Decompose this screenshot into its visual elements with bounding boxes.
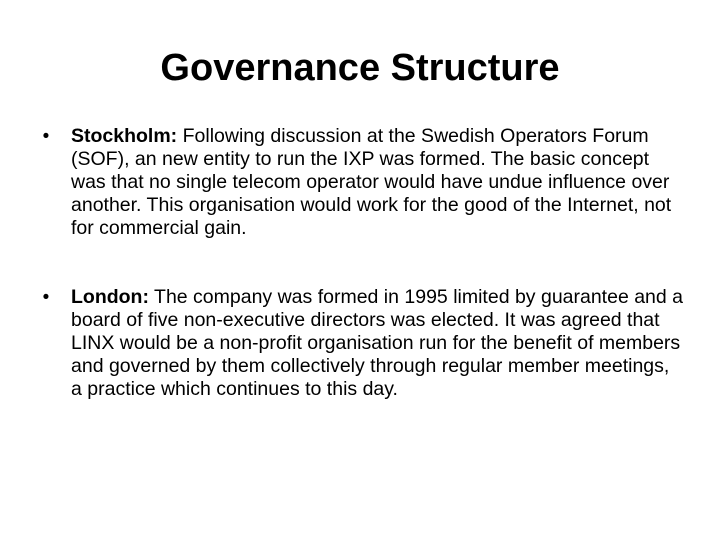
bullet-marker: • xyxy=(42,287,50,308)
bullet-term: Stockholm: xyxy=(71,125,178,147)
bullet-item-stockholm xyxy=(36,125,684,240)
bullet-text: The company was formed in 1995 limited by guarantee and a board of five non-executive directors was elected. It was agreed that LINX would be a non-profit organisation run for the benefit of members and governed by them collectively through regular member meetings, a practice which continues to this day. xyxy=(71,286,684,400)
bullet-term: London: xyxy=(71,286,149,308)
bullet-marker: • xyxy=(42,126,50,147)
bullet-item-london xyxy=(36,286,684,401)
bullet-list xyxy=(36,125,684,401)
slide-title: Governance Structure xyxy=(160,47,560,89)
bullet-text: Following discussion at the Swedish Operators Forum (SOF), an new entity to run the IXP was formed. The basic concept was that no single telecom operator would have undue influence over another. This organisation would work for the good of the Internet, not for commercial gain. xyxy=(71,125,672,239)
